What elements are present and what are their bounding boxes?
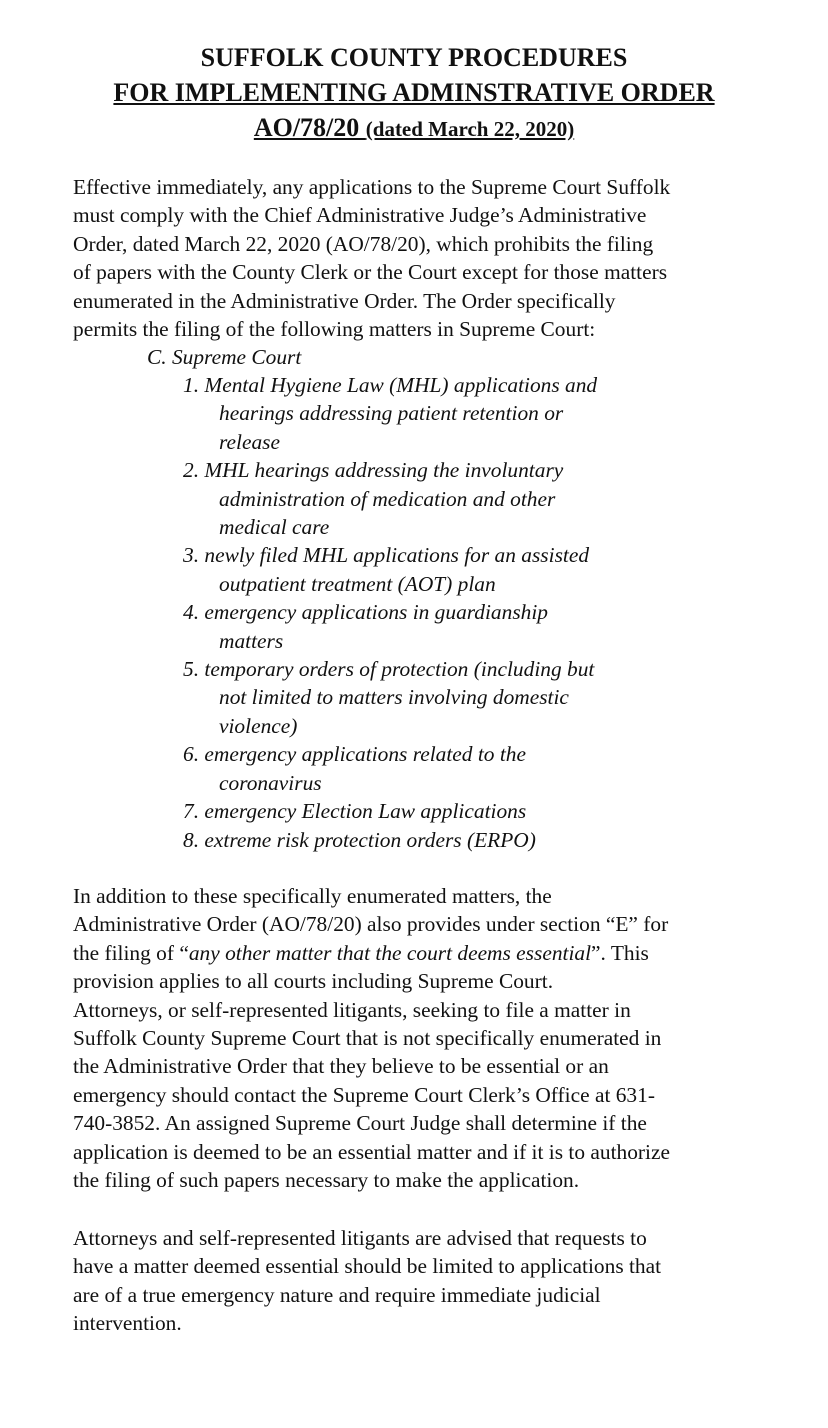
title-line-3: [0, 110, 828, 147]
advisory-paragraph: [73, 1224, 763, 1338]
list-item: [183, 655, 703, 740]
list-item: [183, 541, 703, 598]
intro-line: permits the filing of the following matters in Supreme Court:: [73, 317, 596, 342]
additional-line-pre: the filing of “: [73, 940, 189, 965]
title-line-1: SUFFOLK COUNTY PROCEDURES: [200, 43, 628, 72]
intro-line: enumerated in the Administrative Order. The Order specifically: [73, 288, 616, 313]
list-item: [183, 371, 703, 456]
additional-paragraph: [73, 882, 763, 1194]
intro-line: Order, dated March 22, 2020 (AO/78/20), which prohibits the filing: [73, 231, 654, 256]
title-line-2: FOR IMPLEMENTING ADMINSTRATIVE ORDER: [113, 78, 715, 107]
list-item-line: 4. emergency applications in guardianship: [183, 600, 548, 625]
additional-line: [73, 939, 763, 967]
additional-line: Administrative Order (AO/78/20) also provides under section “E” for: [73, 912, 669, 937]
section-heading: C. Supreme Court: [147, 345, 302, 369]
advisory-line: are of a true emergency nature and require immediate judicial: [73, 1282, 601, 1307]
list-item-line: release: [219, 429, 280, 454]
document-title: [0, 40, 828, 147]
intro-paragraph: [73, 173, 763, 343]
additional-line: Attorneys, or self-represented litigants, seeking to file a matter in: [73, 997, 631, 1022]
list-item-line: 1. Mental Hygiene Law (MHL) applications and: [183, 373, 598, 397]
intro-line: must comply with the Chief Administrative Judge’s Administrative: [73, 203, 647, 228]
list-item: [183, 797, 703, 825]
list-item-line: outpatient treatment (AOT) plan: [219, 571, 496, 596]
list-item: [183, 598, 703, 655]
list-item-line: 8. extreme risk protection orders (ERPO): [183, 827, 536, 852]
list-item-line: hearings addressing patient retention or: [219, 401, 564, 426]
additional-line-post: ”. This: [591, 940, 649, 965]
list-item-line: 3. newly filed MHL applications for an assisted: [183, 543, 590, 568]
additional-line: emergency should contact the Supreme Court Clerk’s Office at 631-: [73, 1082, 655, 1107]
intro-line: Effective immediately, any applications to the Supreme Court Suffolk: [73, 175, 671, 199]
list-item-line: coronavirus: [219, 770, 322, 795]
additional-line: the filing of such papers necessary to make the application.: [73, 1168, 580, 1193]
list-item: [183, 826, 703, 854]
additional-line: 740-3852. An assigned Supreme Court Judge shall determine if the: [73, 1111, 647, 1136]
list-item-line: administration of medication and other: [219, 486, 556, 511]
list-item-line: not limited to matters involving domestic: [219, 685, 569, 710]
list-item-line: matters: [219, 628, 284, 653]
list-item-line: 5. temporary orders of protection (including but: [183, 657, 595, 682]
order-date: (dated March 22, 2020): [365, 117, 575, 141]
list-item-line: 6. emergency applications related to the: [183, 742, 526, 767]
list-item-line: 2. MHL hearings addressing the involuntary: [183, 458, 564, 483]
advisory-line: have a matter deemed essential should be limited to applications that: [73, 1254, 662, 1279]
advisory-line: intervention.: [73, 1311, 182, 1336]
list-item-line: medical care: [219, 515, 330, 540]
list-item-line: violence): [219, 713, 298, 738]
additional-line: application is deemed to be an essential matter and if it is to authorize: [73, 1139, 670, 1164]
order-number: AO/78/20: [253, 113, 366, 142]
essential-matter-quote: any other matter that the court deems essential: [188, 940, 592, 965]
intro-line: of papers with the County Clerk or the Court except for those matters: [73, 260, 668, 285]
list-item: [183, 740, 703, 797]
additional-line: the Administrative Order that they believe to be essential or an: [73, 1054, 609, 1079]
additional-line: Suffolk County Supreme Court that is not specifically enumerated in: [73, 1026, 662, 1051]
list-item-line: 7. emergency Election Law applications: [183, 799, 527, 824]
list-item: [183, 456, 703, 541]
matters-list: [183, 371, 703, 854]
additional-line: In addition to these specifically enumerated matters, the: [73, 884, 552, 908]
additional-line: provision applies to all courts including Supreme Court.: [73, 969, 554, 994]
advisory-line: Attorneys and self-represented litigants are advised that requests to: [73, 1226, 647, 1250]
